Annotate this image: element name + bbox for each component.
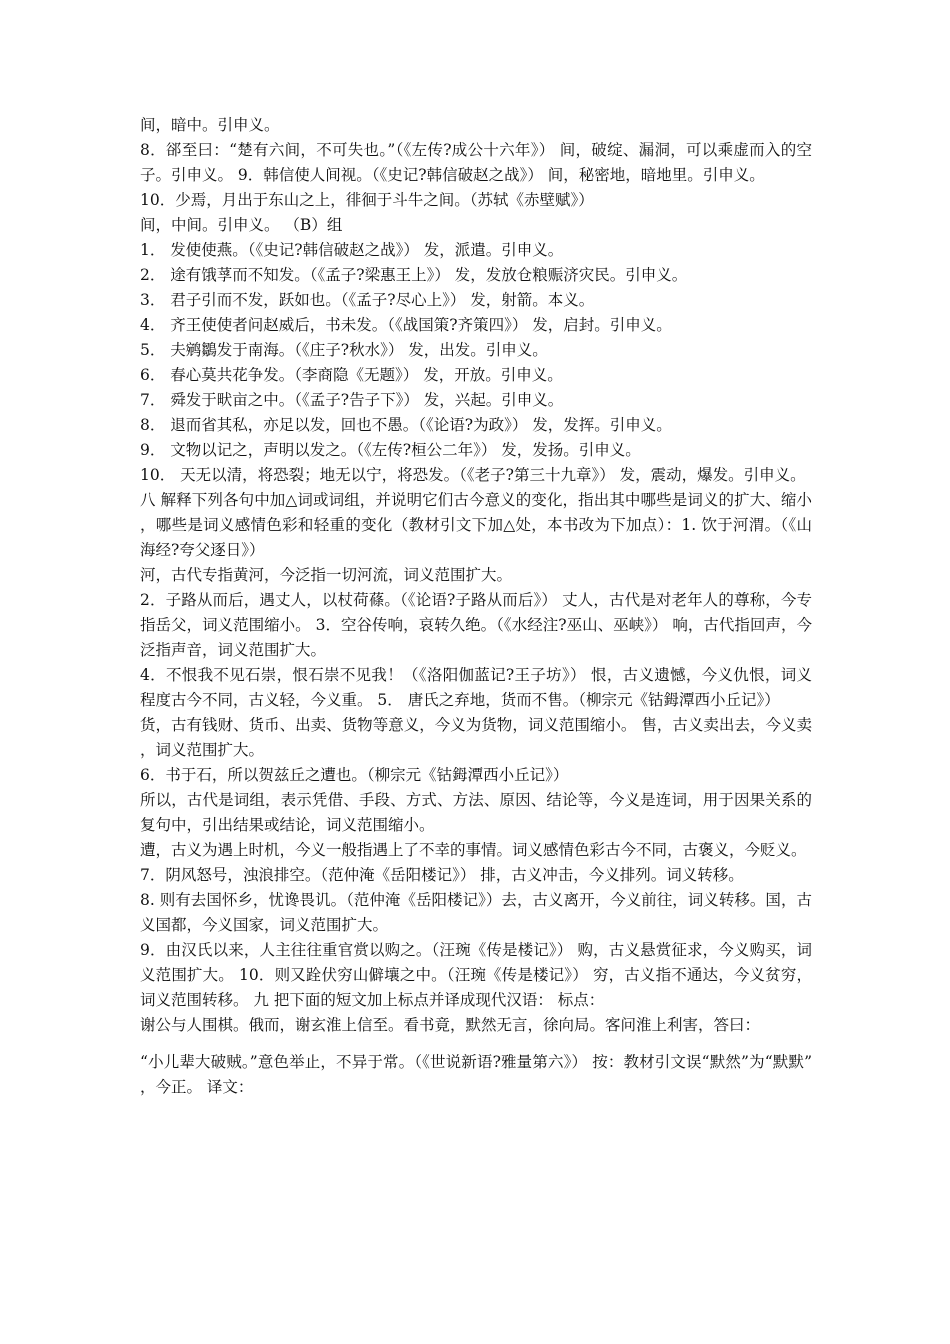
paragraph: 6．书于石，所以贺兹丘之遭也。（柳宗元《钴鉧潭西小丘记》） [140,766,569,784]
paragraph: 谢公与人围棋。俄而，谢玄淮上信至。看书竟，默然无言，徐向局。客问淮上利害，答曰： [140,1016,761,1034]
list-item: 3． 君子引而不发，跃如也。（《孟子?尽心上》） 发，射箭。本义。 [140,291,595,309]
list-item: 10． 天无以清，将恐裂；地无以宁，将恐发。（《老子?第三十九章》） 发，震动，爆发。引申义。 [140,466,806,484]
paragraph: “小儿辈大破贼。”意色举止，不异于常。（《世说新语?雅量第六》） 按：教材引文误“默然”为“默默”，今正。 译文： [140,1053,812,1096]
paragraph: 间，中间。引申义。 （B）组 [140,216,343,234]
list-item: 6． 春心莫共花争发。（李商隐《无题》） 发，开放。引申义。 [140,366,563,384]
document-body [140,113,812,1100]
paragraph: 9．由汉氏以来，人主往往重官赏以购之。（汪琬《传是楼记》） 购，古义悬赏征求，今义购买，词义范围扩大。 10．则又跧伏穷山僻壤之中。（汪琬《传是楼记》） 穷，古义指不通达，今义贫穷，词义范围转移。 九 把下面的短文加上标点并译成现代汉语： 标点： [140,941,812,1009]
list-item: 2． 途有饿莩而不知发。（《孟子?梁惠王上》） 发，发放仓粮赈济灾民。引申义。 [140,266,688,284]
list-item: 1． 发使使燕。（《史记?韩信破赵之战》） 发，派遣。引申义。 [140,241,564,259]
paragraph: 货，古有钱财、货币、出卖、货物等意义，今义为货物，词义范围缩小。 售，古义卖出去，今义卖，词义范围扩大。 [140,716,812,759]
paragraph: 8．郤至曰：“楚有六间，不可失也。”（《左传?成公十六年》） 间，破绽、漏洞，可以乘虚而入的空子。引申义。 9．韩信使人间视。（《史记?韩信破赵之战》） 间，秘密地，暗地里。引申义。 [140,141,812,184]
list-item: 4． 齐王使使者问赵威后，书未发。（《战国策?齐策四》） 发，启封。引申义。 [140,316,672,334]
list-item: 8． 退而省其私，亦足以发，回也不愚。（《论语?为政》） 发，发挥。引申义。 [140,416,672,434]
paragraph: 遭，古义为遇上时机，今义一般指遇上了不幸的事情。词义感情色彩古今不同，古褒义，今贬义。 [140,841,807,859]
paragraph: 10．少焉，月出于东山之上，徘徊于斗牛之间。（苏轼《赤壁赋》） [140,191,594,209]
paragraph: 河，古代专指黄河，今泛指一切河流，词义范围扩大。 [140,566,513,584]
paragraph: 2．子路从而后，遇丈人，以杖荷蓧。（《论语?子路从而后》） 丈人，古代是对老年人的尊称，今专指岳父，词义范围缩小。 3．空谷传响，哀转久绝。（《水经注?巫山、巫峡》） 响，古代指回声，今泛指声音，词义范围扩大。 [140,591,812,659]
paragraph: 所以，古代是词组，表示凭借、手段、方式、方法、原因、结论等，今义是连词，用于因果关系的复句中，引出结果或结论，词义范围缩小。 [140,791,812,834]
paragraph: 8. 则有去国怀乡，忧谗畏讥。（范仲淹《岳阳楼记》）去，古义离开，今义前往，词义转移。国，古义国都，今义国家，词义范围扩大。 [140,891,812,934]
list-item: 7． 舜发于畎亩之中。（《孟子?告子下》） 发，兴起。引申义。 [140,391,564,409]
list-item: 5． 夫鹓鶵发于南海。（《庄子?秋水》） 发，出发。引申义。 [140,341,548,359]
paragraph: 4．不恨我不见石崇，恨石崇不见我！（《洛阳伽蓝记?王子坊》） 恨，古义遗憾，今义仇恨，词义程度古今不同，古义轻，今义重。 5． 唐氏之弃地，货而不售。（柳宗元《钴鉧潭西小丘记》） [140,666,812,709]
paragraph: 间，暗中。引申义。 [140,116,280,134]
section-heading-paragraph: 八 解释下列各句中加△词或词组，并说明它们古今意义的变化，指出其中哪些是词义的扩大、缩小，哪些是词义感情色彩和轻重的变化（教材引文下加△处，本书改为下加点）：1. 饮于河渭。（《山海经?夸父逐日》） [140,491,812,559]
list-item: 9． 文物以记之，声明以发之。（《左传?桓公二年》） 发，发扬。引申义。 [140,441,641,459]
paragraph: 7．阴风怒号，浊浪排空。（范仲淹《岳阳楼记》） 排，古义冲击，今义排列。词义转移。 [140,866,744,884]
